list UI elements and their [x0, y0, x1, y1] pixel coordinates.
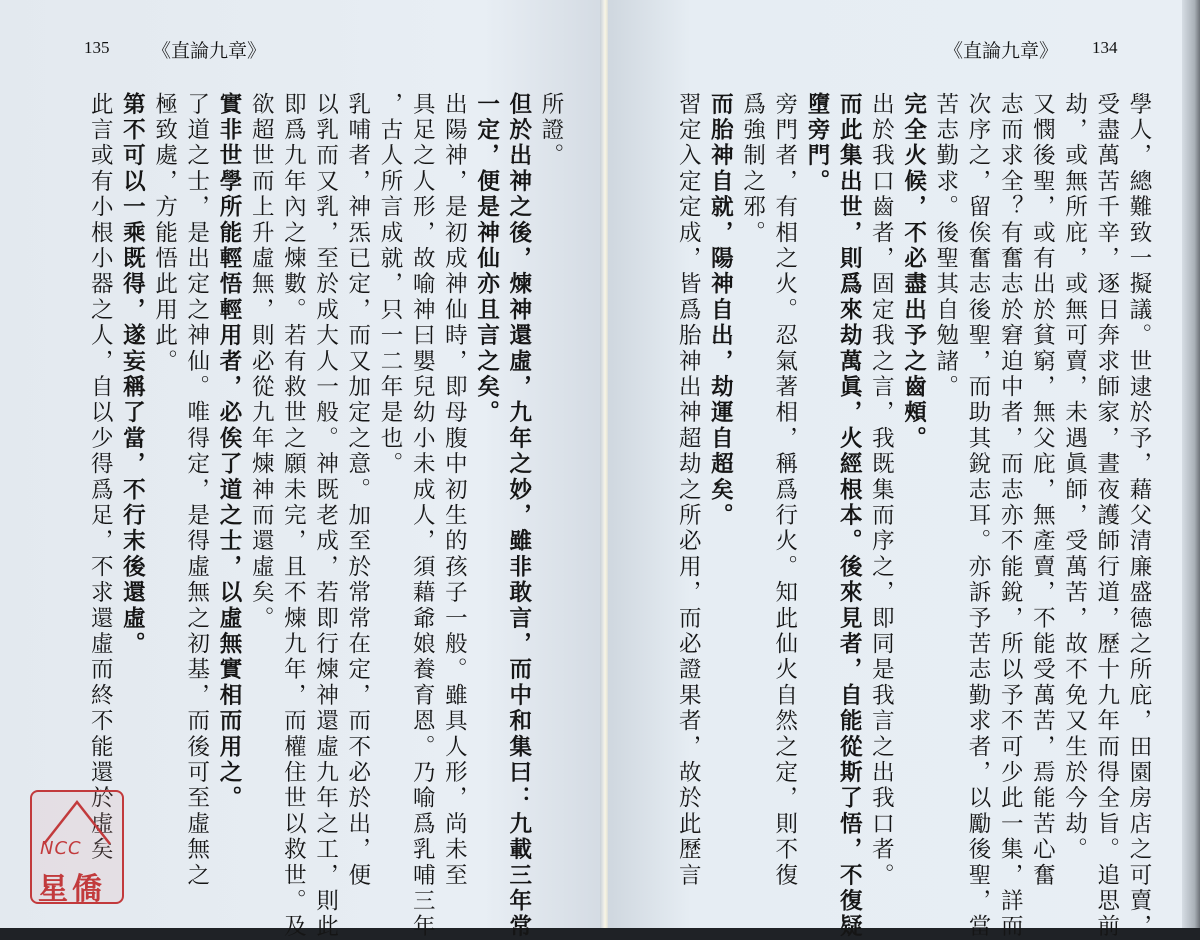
seal-ncc-text: NCC	[40, 838, 82, 859]
text-column: 實非世學所能輕悟輕用者，必俟了道之士，以虛無實相而用之。	[216, 92, 242, 812]
text-column: 出於我口齒者，固定我之言，我既集而序之，即同是我言之出我口者。	[868, 92, 895, 889]
text-column: 一定，便是神仙亦且言之矣。	[473, 92, 500, 427]
text-column: 出陽神，是初成神仙時，即母腹中初生的孩子一般。雖具人形，尚未至	[441, 92, 468, 889]
text-column: 此言或有小根小器之人，自以少得爲足，不求還虛而終不能還於虛矣	[87, 92, 114, 863]
text-column: 受盡萬苦千辛，逐日奔求師家，晝夜護師行道，歷十九年而得全旨。追思前	[1093, 92, 1120, 940]
text-column: 而此集出世，則爲來劫萬眞，火經根本。後來見者，自能從斯了悟，不復疑	[836, 92, 863, 940]
text-column: 學人，總難致一擬議。世逮於予，藉父清廉盛德之所庇，田園房店之可賣，	[1126, 92, 1152, 940]
text-column: 但於出神之後，煉神還虛，九年之妙，雖非敢言，而中和集曰：九載三年常	[505, 92, 532, 940]
text-column: ，古人所言成就，只一二年是也。	[377, 92, 403, 478]
text-column: 習定入定定成，皆爲胎神出神超劫之所必用，而必證果者，故於此歷言	[675, 92, 702, 889]
text-column: 墮旁門。	[804, 92, 830, 195]
text-column: 第不可以一乘既得，遂妄稱了當，不行末後還虛。	[119, 92, 146, 658]
text-column: 所證。	[538, 92, 564, 170]
text-column: 即爲九年內之煉數。若有救世之願未完，且不煉九年，而權住世以救世。及	[280, 92, 307, 940]
right-page-number: 134	[1092, 38, 1118, 57]
text-column: 欲超世而上升虛無，則必從九年煉神而還虛矣。	[248, 92, 275, 632]
page-edge	[1182, 0, 1200, 928]
ncc-seal-stamp	[30, 790, 124, 907]
text-column: 爲強制之邪。	[739, 92, 766, 247]
left-page-header: 《直論九章》	[152, 40, 267, 62]
text-column: 乳哺者，神炁已定，而又加定之意。加至於常常在定，而不必於出，便	[344, 92, 371, 889]
text-column: 旁門者，有相之火。忍氣著相，稱爲行火。知此仙火自然之定，則不復	[771, 92, 798, 889]
text-column: 又憫後聖，或有出於貧窮，無父庇，無產賣，不能受萬苦，焉能苦心奮	[1029, 92, 1056, 889]
text-column: 志而求全？有奮志於窘迫中者，而志亦不能銳，所以予不可少此一集，詳而	[997, 92, 1024, 940]
right-page-header: 《直論九章》	[944, 40, 1059, 62]
seal-name-text: 星僑	[38, 872, 106, 907]
text-column: 苦志勤求。後聖其自勉諸。	[932, 92, 959, 401]
right-page	[608, 0, 1200, 940]
left-page-number: 135	[84, 38, 110, 57]
text-column: 完全火候，不必盡出予之齒頰。	[900, 92, 927, 452]
text-column: 次序之，留俟奮志後聖，而助其銳志耳。亦訴予苦志勤求者，以勵後聖，當	[965, 92, 991, 940]
text-column: 極致處，方能悟此用此。	[151, 92, 178, 375]
text-column: 具足之人形，故喻神曰嬰兒幼小未成人，須藉爺娘養育恩。乃喻爲乳哺三年	[409, 92, 436, 940]
text-column: 而胎神自就，陽神自出，劫運自超矣。	[707, 92, 734, 529]
text-column: 了道之士，是出定之神仙。唯得定，是得虛無之初基，而後可至虛無之	[183, 92, 210, 889]
text-column: 劫，或無所庇，或無可賣，未遇眞師，受萬苦，故不免又生於今劫。	[1061, 92, 1088, 863]
text-column: 以乳而又乳，至於成大人一般。神既老成，若即行煉神還虛九年之工，則此	[312, 92, 339, 940]
